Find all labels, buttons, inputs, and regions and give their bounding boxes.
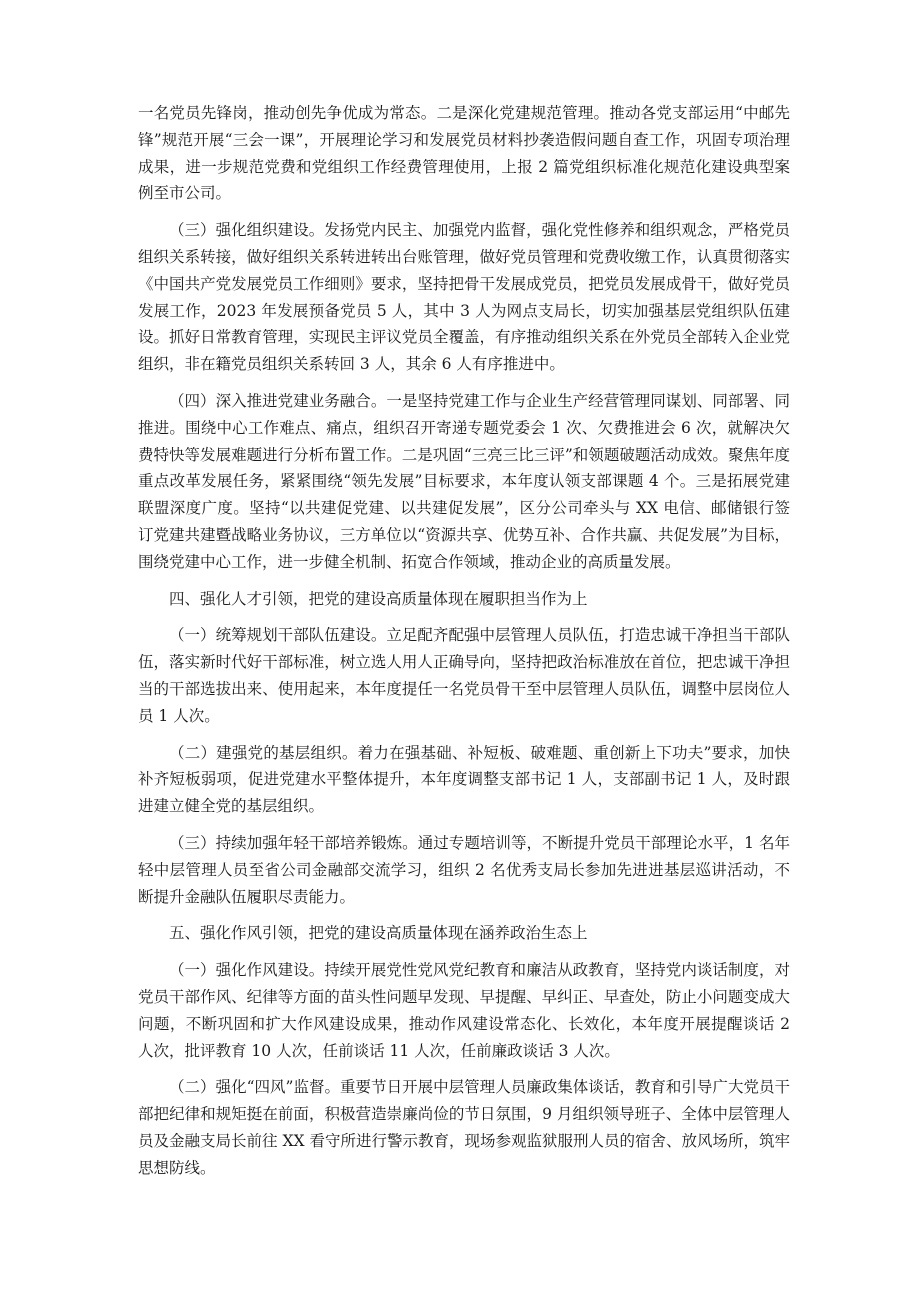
paragraph-organization-building: （三）强化组织建设。发扬党内民主、加强党内监督，强化党性修养和组织观念，严格党员组织关系转接，做好组织关系转进转出台账管理，做好党员管理和党费收缴工作，认真贯彻落实《中国共产党发展党员工作细则》要求，坚持把骨干发展成党员，把党员发展成骨干，做好党员发展工作，2023 年发展预备党员 5 人，其中 3 人为网点支局长，切实加强基层党组织队伍建设。抓好日常教育管理，实现民主评议党员全覆盖，有序推动组织关系在外党员全部转入企业党组织，非在籍党员组织关系转回 3 人，其余 6 人有序推进中。: [138, 221, 790, 374]
section-heading-talent: 四、强化人才引领，把党的建设高质量体现在履职担当作为上: [169, 589, 588, 608]
paragraph-young-cadre-training: （三）持续加强年轻干部培养锻炼。通过专题培训等，不断提升党员干部理论水平，1 名年轻中层管理人员至省公司金融部交流学习，组织 2 名优秀支局长参加先进进基层巡讲活动，不断提升金融队伍履职尽责能力。: [138, 833, 790, 906]
paragraph-grassroots-organization: （二）建强党的基层组织。着力在强基础、补短板、破难题、重创新上下功夫”要求，加快补齐短板弱项，促进党建水平整体提升，本年度调整支部书记 1 人，支部副书记 1 人，及时跟进建立健全党的基层组织。: [138, 743, 790, 816]
paragraph-party-vanguard: 一名党员先锋岗，推动创先争优成为常态。二是深化党建规范管理。推动各党支部运用“中邮先锋”规范开展“三会一课”，开展理论学习和发展党员材料抄袭造假问题自查工作，巩固专项治理成果，进一步规范党费和党组织工作经费管理使用，上报 2 篇党组织标准化规范化建设典型案例至市公司。: [138, 104, 790, 203]
section-heading-work-style: 五、强化作风引领，把党的建设高质量体现在涵养政治生态上: [169, 924, 588, 943]
document-page: [138, 100, 790, 1181]
paragraph-work-style-building: （一）强化作风建设。持续开展党性党风党纪教育和廉洁从政教育，坚持党内谈话制度，对党员干部作风、纪律等方面的苗头性问题早发现、早提醒、早纠正、早查处，防止小问题变成大问题，不断巩固和扩大作风建设成果，推动作风建设常态化、长效化，本年度开展提醒谈话 2 人次，批评教育 10 人次，任前谈话 11 人次，任前廉政谈话 3 人次。: [138, 961, 790, 1060]
paragraph-business-integration: （四）深入推进党建业务融合。一是坚持党建工作与企业生产经营管理同谋划、同部署、同推进。围绕中心工作难点、痛点，组织召开寄递专题党委会 1 次、欠费推进会 6 次，就解决欠费特快等发展难题进行分析布置工作。二是巩固“三亮三比三评”和领题破题活动成效。聚焦年度重点改革发展任务，紧紧围绕“领先发展”目标要求，本年度认领支部课题 4 个。三是拓展党建联盟深度广度。坚持“以共建促党建、以共建促发展”，区分公司牵头与 XX 电信、邮储银行签订党建共建暨战略业务协议，三方单位以“资源共享、优势互补、合作共赢、共促发展”为目标，围绕党建中心工作，进一步健全机制、拓宽合作领域，推动企业的高质量发展。: [138, 391, 790, 571]
paragraph-four-styles-supervision: （二）强化“四风”监督。重要节日开展中层管理人员廉政集体谈话，教育和引导广大党员干部把纪律和规矩挺在前面，积极营造崇廉尚俭的节日氛围，9 月组织领导班子、全体中层管理人员及金融支局长前往 XX 看守所进行警示教育，现场参观监狱服刑人员的宿舍、放风场所，筑牢思想防线。: [138, 1078, 790, 1177]
paragraph-cadre-planning: （一）统筹规划干部队伍建设。立足配齐配强中层管理人员队伍，打造忠诚干净担当干部队伍，落实新时代好干部标准，树立选人用人正确导向，坚持把政治标准放在首位，把忠诚干净担当的干部选拔出来、使用起来，本年度提任一名党员骨干至中层管理人员队伍，调整中层岗位人员 1 人次。: [138, 626, 790, 725]
